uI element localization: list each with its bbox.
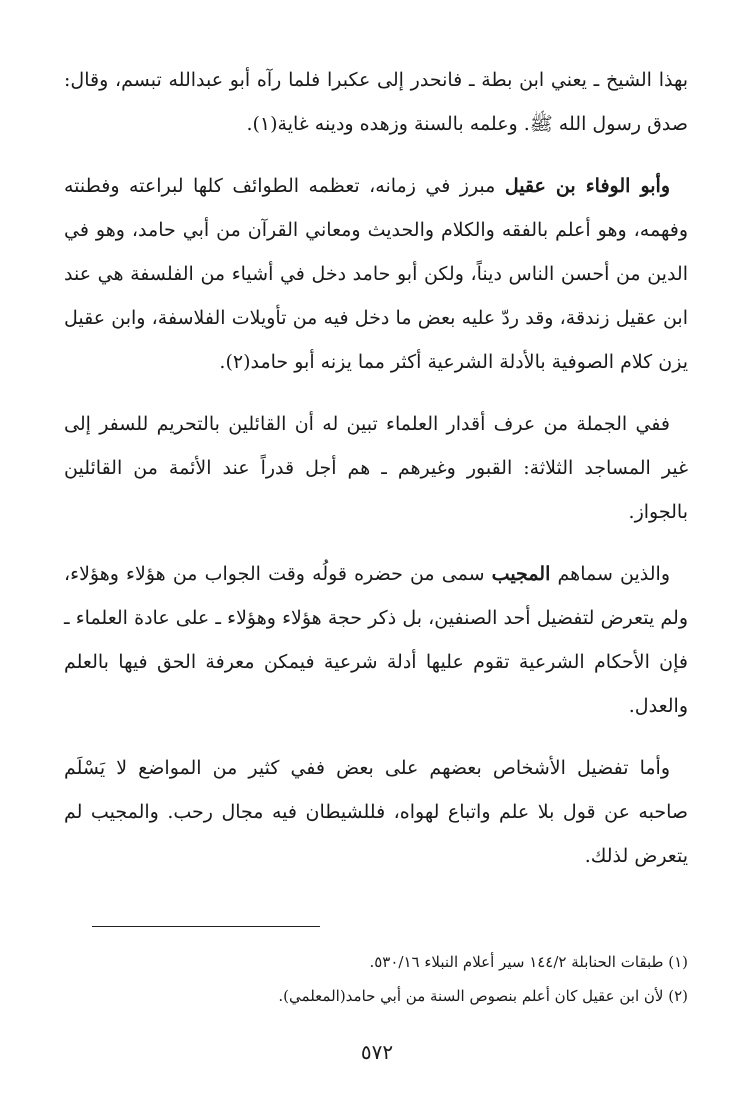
footnote-separator (92, 926, 320, 927)
paragraph-2-bold-lead: وأبو الوفاء بن عقيل (504, 175, 671, 197)
paragraph-1-text: بهذا الشيخ ـ يعني ابن بطة ـ فانحدر إلى عكبرا فلما رآه أبو عبدالله تبسم، وقال: صدق رسول الله ﷺ. وعلمه بالسنة وزهده ودينه غاية(١). (64, 69, 688, 135)
page-number: ٥٧٢ (360, 1040, 394, 1064)
paragraph-2-text: مبرز في زمانه، تعظمه الطوائف كلها لبراعته وفطنته وفهمه، وهو أعلم بالفقه والكلام والحديث ومعاني القرآن من أبي حامد، وهو في الدين من أحسن الناس ديناً، ولكن أبو حامد دخل في أشياء من الفلسفة هي عند ابن عقيل زندقة، وقد ردّ عليه بعض ما دخل فيه من تأويلات الفلاسفة، وابن عقيل يزن كلام الصوفية بالأدلة الشرعية أكثر مما يزنه أبو حامد(٢). (64, 175, 688, 373)
paragraph-3-text: ففي الجملة من عرف أقدار العلماء تبين له أن القائلين بالتحريم للسفر إلى غير المساجد الثلاثة: القبور وغيرهم ـ هم أجل قدراً عند الأئمة من القائلين بالجواز. (64, 413, 688, 523)
paragraph-4 (64, 552, 688, 728)
paragraph-4-post: سمى من حضره قولُه وقت الجواب من هؤلاء وهؤلاء، ولم يتعرض لتفضيل أحد الصنفين، بل ذكر حجة هؤلاء وهؤلاء ـ على عادة العلماء ـ فإن الأحكام الشرعية تقوم عليها أدلة شرعية فيمكن معرفة الحق فيها بالعلم والعدل. (64, 563, 688, 717)
paragraph-5 (64, 746, 688, 878)
paragraph-5-text: وأما تفضيل الأشخاص بعضهم على بعض ففي كثير من المواضع لا يَسْلَم صاحبه عن قول بلا علم واتباع لهواه، فللشيطان فيه مجال رحب. والمجيب لم يتعرض لذلك. (64, 757, 688, 867)
main-text (64, 58, 688, 896)
paragraph-3 (64, 402, 688, 534)
paragraph-2 (64, 164, 688, 384)
footnotes (64, 945, 688, 1013)
footnote-1: (١) طبقات الحنابلة ١٤٤/٢ سير أعلام النبلاء ٥٣٠/١٦. (369, 953, 688, 971)
paragraph-1 (64, 58, 688, 146)
paragraph-4-bold-term: المجيب (491, 563, 551, 585)
footnote-2: (٢) لأن ابن عقيل كان أعلم بنصوص السنة من أبي حامد(المعلمي). (278, 987, 688, 1005)
paragraph-4-pre: والذين سماهم (550, 563, 670, 585)
